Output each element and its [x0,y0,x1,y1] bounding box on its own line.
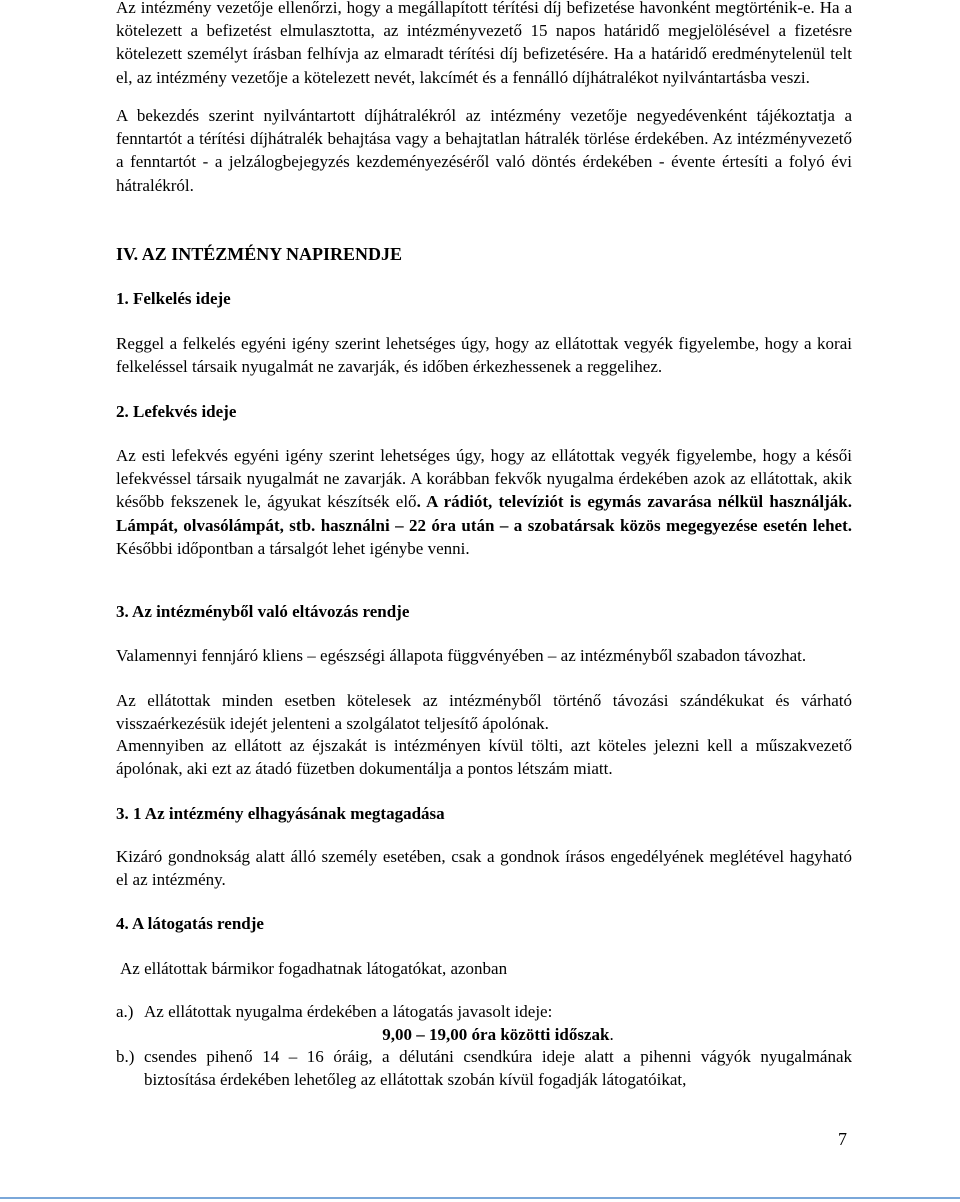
section-1-title: 1. Felkelés ideje [116,289,231,308]
intro-sentence-4: Az intézményvezető a fenntartót - a jelzálogbejegyzés kezdeményezéséről való döntés érdekében - évente értesíti a folyó évi hátralékról. [116,129,852,195]
section-2-text-bold: . A rádiót, televíziót is egymás zavarása nélkül használják. Lámpát, olvasólámpát, stb. használni – 22 óra után – a szobatársak közös megegyezése esetén lehet. [116,492,852,535]
section-2-text-a: Az esti lefekvés egyéni igény szerint lehetséges úgy, hogy az ellátottak vegyék figyelembe, hogy a késői lefekvéssel társaik nyugalmát ne zavarják. A korábban fekvők nyugalma érdekében azok az ellátottak, akik később fekszenek le, ágyukat készítsék elő [116,446,852,512]
section-3-para-2: Az ellátottak minden esetben kötelesek az intézményből történő távozási szándékukat és várható visszaérkezésük idejét jelenteni a szolgálatot teljesítő ápolónak. [116,691,852,734]
chapter-title: IV. AZ INTÉZMÉNY NAPIRENDJE [116,244,403,264]
section-1-text: Reggel a felkelés egyéni igény szerint lehetséges úgy, hogy az ellátottak vegyék figyelembe, hogy a korai felkeléssel társaik nyugalmát ne zavarják, és időben érkezhessenek a reggelihez. [116,334,852,377]
visiting-hours: 9,00 – 19,00 óra közötti időszak. [382,1025,614,1045]
footer-divider [0,1197,960,1199]
section-2-text-c: Későbbi időpontban a társalgót lehet igénybe venni. [116,538,470,558]
list-marker: b.) [116,1047,135,1066]
list-item [116,1045,852,1091]
section-4-title: 4. A látogatás rendje [116,914,264,933]
section-4-intro: Az ellátottak bármikor fogadhatnak látogatókat, azonban [120,959,508,978]
section-3-1-title: 3. 1 Az intézmény elhagyásának megtagadása [116,804,445,823]
page-number: 7 [838,1129,847,1149]
section-3-para-3: Amennyiben az ellátott az éjszakát is intézményen kívül tölti, azt köteles jelezni kell a műszakvezető ápolónak, aki ezt az átadó füzetben dokumentálja a pontos létszám miatt. [116,736,852,779]
section-3-para-1: Valamennyi fennjáró kliens – egészségi állapota függvényében – az intézményből szabadon távozhat. [116,646,807,665]
list-item [116,1000,852,1046]
intro-sentence-1: Az intézmény vezetője ellenőrzi, hogy a megállapított térítési díj befizetése havonként megtörténik-e. Ha a kötelezett a befizetést elmulasztotta, az intézményvezető 15 napos határidő megjelölésével a fizetésre kötelezett személyt írásban felhívja az elmaradt térítési díj befizetésére. [116,0,852,64]
section-3-1-text: Kizáró gondnokság alatt álló személy esetében, csak a gondnok írásos engedélyének meglétével hagyható el az intézmény. [116,847,852,890]
list-marker: a.) [116,1002,134,1021]
visiting-hours-emph: 9,00 – 19,00 óra közötti időszak [382,1025,610,1045]
list-item-text: Az ellátottak nyugalma érdekében a látogatás javasolt ideje: [144,1002,553,1021]
intro-sentence-3: A bekezdés szerint nyilvántartott díjhátralékról az intézmény vezetője negyedévenként tájékoztatja a fenntartót a térítési díjhátralék behajtása vagy a behajtatlan hátralék törlése érdekében. [116,106,852,149]
list-item-text: csendes pihenő 14 – 16 óráig, a délutáni csendkúra ideje alatt a pihenni vágyók nyugalmának biztosítása érdekében lehetőleg az ellátottak szobán kívül fogadják látogatóikat, [144,1047,852,1090]
intro-paragraph-2 [116,104,852,197]
intro-paragraph [116,0,852,89]
section-2-title: 2. Lefekvés ideje [116,402,237,421]
section-3-title: 3. Az intézményből való eltávozás rendje [116,602,410,621]
intro-sentence-2: Ha a határidő eredménytelenül telt el, az intézmény vezetője a kötelezett nevét, lakcímét és a fennálló díjhátralékot nyilvántartásba veszi. [116,44,853,87]
section-2-text [116,444,852,560]
